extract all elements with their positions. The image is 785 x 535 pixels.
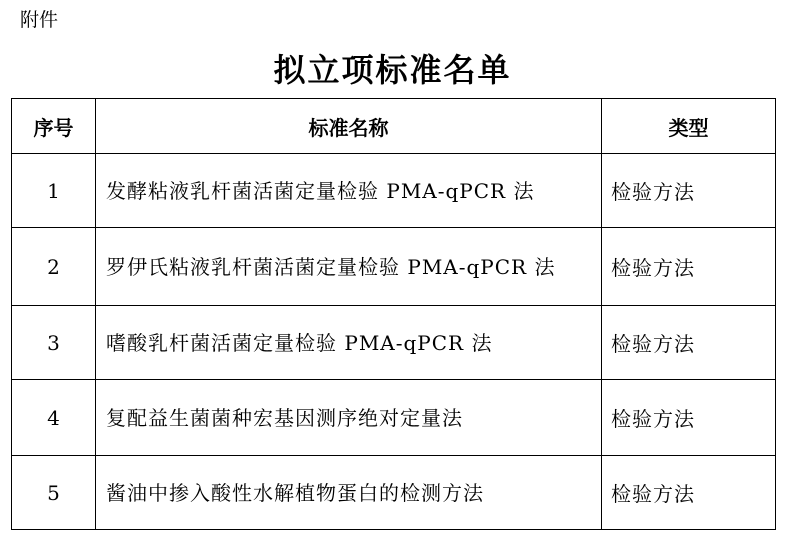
row-index: 3	[12, 306, 96, 380]
table-row	[12, 228, 776, 306]
row-type: 检验方法	[602, 380, 776, 456]
row-index: 5	[12, 456, 96, 530]
page-title: 拟立项标准名单	[273, 51, 512, 89]
row-type: 检验方法	[602, 306, 776, 380]
row-index: 1	[12, 154, 96, 228]
table-row	[12, 456, 776, 530]
row-type: 检验方法	[602, 456, 776, 530]
header-index: 序号	[12, 99, 96, 154]
row-index: 4	[12, 380, 96, 456]
row-standard-name: 酱油中掺入酸性水解植物蛋白的检测方法	[96, 456, 602, 530]
table-header-row	[12, 99, 776, 154]
row-standard-name: 罗伊氏粘液乳杆菌活菌定量检验 PMA-qPCR 法	[96, 228, 602, 306]
row-type: 检验方法	[602, 228, 776, 306]
standards-table	[11, 98, 776, 530]
row-index: 2	[12, 228, 96, 306]
row-standard-name: 发酵粘液乳杆菌活菌定量检验 PMA-qPCR 法	[96, 154, 602, 228]
header-type: 类型	[602, 99, 776, 154]
row-type: 检验方法	[602, 154, 776, 228]
row-standard-name: 复配益生菌菌种宏基因测序绝对定量法	[96, 380, 602, 456]
row-standard-name: 嗜酸乳杆菌活菌定量检验 PMA-qPCR 法	[96, 306, 602, 380]
table-row	[12, 154, 776, 228]
table-row	[12, 380, 776, 456]
header-name: 标准名称	[96, 99, 602, 154]
table-row	[12, 306, 776, 380]
attachment-label: 附件	[20, 9, 59, 31]
